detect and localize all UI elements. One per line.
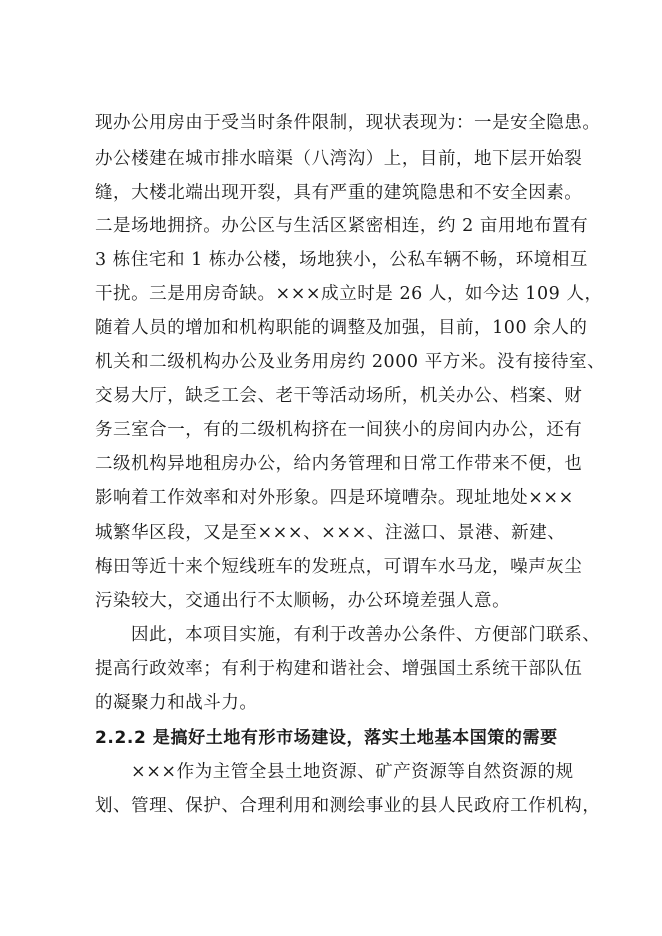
- paragraph-line: 城繁华区段，又是至×××、×××、注滋口、景港、新建、: [95, 523, 566, 543]
- paragraph-line: 污染较大，交通出行不太顺畅，办公环境差强人意。: [95, 591, 511, 611]
- paragraph-line: 二级机构异地租房办公，给内务管理和日常工作带来不便，也: [95, 454, 583, 474]
- paragraph-line: 干扰。三是用房奇缺。×××成立时是 26 人，如今达 109 人，: [95, 284, 603, 304]
- paragraph-line: 交易大厅，缺乏工会、老干等活动场所，机关办公、档案、财: [95, 386, 583, 406]
- paragraph-line: 现办公用房由于受当时条件限制，现状表现为：一是安全隐患。: [95, 113, 601, 133]
- paragraph-line: ×××作为主管全县土地资源、矿产资源等自然资源的规: [131, 762, 574, 782]
- paragraph-line: 务三室合一，有的二级机构挤在一间狭小的房间内办公，还有: [95, 420, 583, 440]
- paragraph-line: 二是场地拥挤。办公区与生活区紧密相连，约 2 亩用地布置有: [95, 216, 589, 236]
- paragraph-line: 梅田等近十来个短线班车的发班点，可谓车水马龙，噪声灰尘: [95, 557, 583, 577]
- paragraph-line: 的凝聚力和战斗力。: [95, 693, 258, 713]
- paragraph-line: 机关和二级机构办公及业务用房约 2000 平方米。没有接待室、: [95, 352, 606, 372]
- paragraph-line: 3 栋住宅和 1 栋办公楼，场地狭小，公私车辆不畅，环境相互: [95, 250, 588, 270]
- paragraph-line: 因此，本项目实施，有利于改善办公条件、方便部门联系、: [131, 625, 601, 645]
- paragraph-line: 随着人员的增加和机构职能的调整及加强，目前，100 余人的: [95, 318, 588, 338]
- paragraph-line: 办公楼建在城市排水暗渠（八湾沟）上，目前，地下层开始裂: [95, 149, 583, 169]
- paragraph-line: 缝，大楼北端出现开裂，具有严重的建筑隐患和不安全因素。: [95, 183, 583, 203]
- section-heading: 2.2.2 是搞好土地有形市场建设，落实土地基本国策的需要: [95, 728, 558, 748]
- paragraph-line: 提高行政效率；有利于构建和谐社会、增强国土系统干部队伍: [95, 659, 583, 679]
- paragraph-line: 划、管理、保护、合理利用和测绘事业的县人民政府工作机构，: [95, 796, 601, 816]
- paragraph-line: 影响着工作效率和对外形象。四是环境嘈杂。现址地处×××: [95, 488, 574, 508]
